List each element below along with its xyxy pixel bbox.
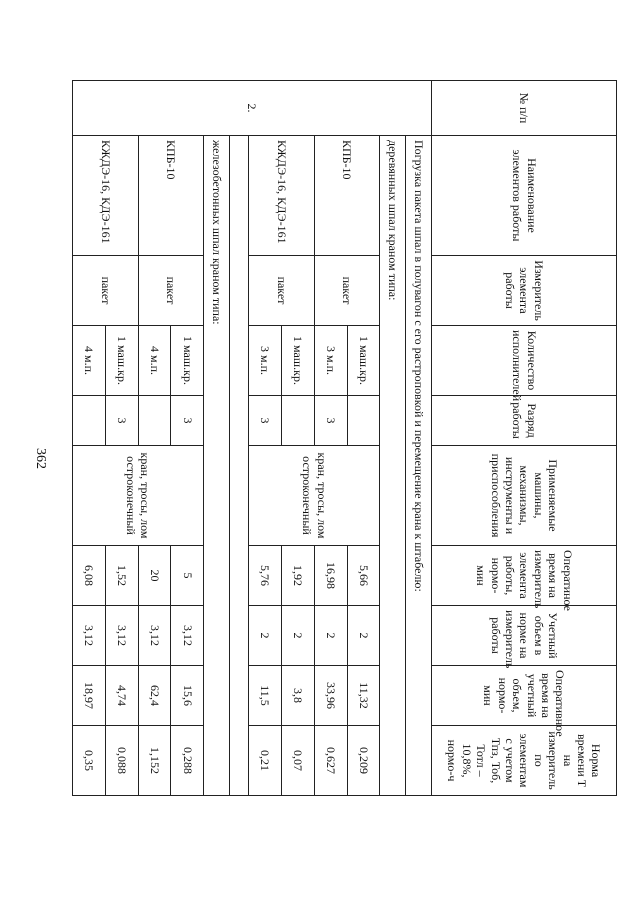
norm-cell: 0,07 [282, 726, 315, 796]
volume-cell: 3,12 [138, 606, 171, 666]
workers-cell: 4 м.п. [138, 326, 171, 396]
workers-cell: 4 м.п. [73, 326, 106, 396]
spacer-cell [230, 136, 249, 796]
op-time-cell: 5 [171, 546, 204, 606]
item-name: КЖДЭ-16, КДЭ-161 [249, 136, 315, 256]
op-volume-cell: 62,4 [138, 666, 171, 726]
item-meter: пакет [138, 256, 204, 326]
norm-cell: 0,21 [249, 726, 282, 796]
header-op-time-volume: Оперативное время на учетный объем, нормо-мин [432, 666, 617, 726]
op-volume-cell: 11,5 [249, 666, 282, 726]
volume-cell: 2 [282, 606, 315, 666]
workers-cell: 3 м.п. [249, 326, 282, 396]
header-grade: Разряд работы [432, 396, 617, 446]
workers-cell: 3 м.п. [314, 326, 347, 396]
header-machines: Применяемые машины, механизмы, инструменты и приспособления [432, 446, 617, 546]
op-volume-cell: 11,32 [347, 666, 380, 726]
header-name: Наименование элементов работы [432, 136, 617, 256]
header-norm: Норма времени Т на измеритель по элементам с учетом Тпз, Тоб, Тотл – 10,8%, нормо-ч [432, 726, 617, 796]
header-num: № п/п [432, 81, 617, 136]
volume-cell: 3,12 [73, 606, 106, 666]
item-meter: пакет [314, 256, 380, 326]
grade-cell: 3 [249, 396, 282, 446]
header-workers: Количество исполнителей [432, 326, 617, 396]
item-meter: пакет [249, 256, 315, 326]
table-row [282, 81, 315, 796]
volume-cell: 3,12 [105, 606, 138, 666]
workers-cell: 1 маш.кр. [105, 326, 138, 396]
section-label-row [204, 81, 230, 796]
volume-cell: 2 [249, 606, 282, 666]
op-time-cell: 1,52 [105, 546, 138, 606]
op-time-cell: 5,76 [249, 546, 282, 606]
volume-cell: 2 [347, 606, 380, 666]
spacer-row [230, 81, 249, 796]
volume-cell: 2 [314, 606, 347, 666]
norm-cell: 0,627 [314, 726, 347, 796]
workers-cell: 1 маш.кр. [171, 326, 204, 396]
op-time-cell: 16,98 [314, 546, 347, 606]
machines-cell: кран, тросы, лом остроконечный [249, 446, 380, 546]
op-volume-cell: 3,8 [282, 666, 315, 726]
machines-cell: кран, тросы, лом остроконечный [73, 446, 204, 546]
norms-table [72, 80, 617, 796]
section-label: железобетонных шпал краном типа: [204, 136, 230, 796]
norm-cell: 0,209 [347, 726, 380, 796]
grade-cell: 3 [171, 396, 204, 446]
table-row [347, 81, 380, 796]
header-volume: Учетный объем в норме на измеритель работы [432, 606, 617, 666]
op-volume-cell: 4,74 [105, 666, 138, 726]
op-volume-cell: 18,97 [73, 666, 106, 726]
norm-cell: 0,35 [73, 726, 106, 796]
item-meter: пакет [73, 256, 139, 326]
workers-cell: 1 маш.кр. [282, 326, 315, 396]
row-number: 2. [73, 81, 432, 136]
op-time-cell: 1,92 [282, 546, 315, 606]
grade-cell [138, 396, 171, 446]
section-label: деревянных шпал краном типа: [380, 136, 406, 796]
title-row [406, 81, 432, 796]
norm-cell: 0,288 [171, 726, 204, 796]
grade-cell: 3 [314, 396, 347, 446]
item-name: КПБ-10 [314, 136, 380, 256]
header-op-time-meter: Оператиное время на измеритель элемента работы, нормо-мин [432, 546, 617, 606]
item-name: КПБ-10 [138, 136, 204, 256]
grade-cell [73, 396, 106, 446]
workers-cell: 1 маш.кр. [347, 326, 380, 396]
norms-table-sheet [72, 80, 617, 795]
op-volume-cell: 15,6 [171, 666, 204, 726]
operation-title: Погрузка пакета шпал в полувагон с его растроповкой и перемещение крана к штабелю: [406, 136, 432, 796]
header-row [432, 81, 617, 796]
table-row [171, 81, 204, 796]
grade-cell [347, 396, 380, 446]
header-meter: Измеритель элемента работы [432, 256, 617, 326]
op-time-cell: 5,66 [347, 546, 380, 606]
op-time-cell: 6,08 [73, 546, 106, 606]
grade-cell [282, 396, 315, 446]
norm-cell: 0,088 [105, 726, 138, 796]
op-time-cell: 20 [138, 546, 171, 606]
table-row [105, 81, 138, 796]
section-label-row [380, 81, 406, 796]
op-volume-cell: 33,96 [314, 666, 347, 726]
page-number: 362 [33, 448, 48, 469]
item-name: КЖДЭ-16, КДЭ-161 [73, 136, 139, 256]
volume-cell: 3,12 [171, 606, 204, 666]
norm-cell: 1,152 [138, 726, 171, 796]
grade-cell: 3 [105, 396, 138, 446]
